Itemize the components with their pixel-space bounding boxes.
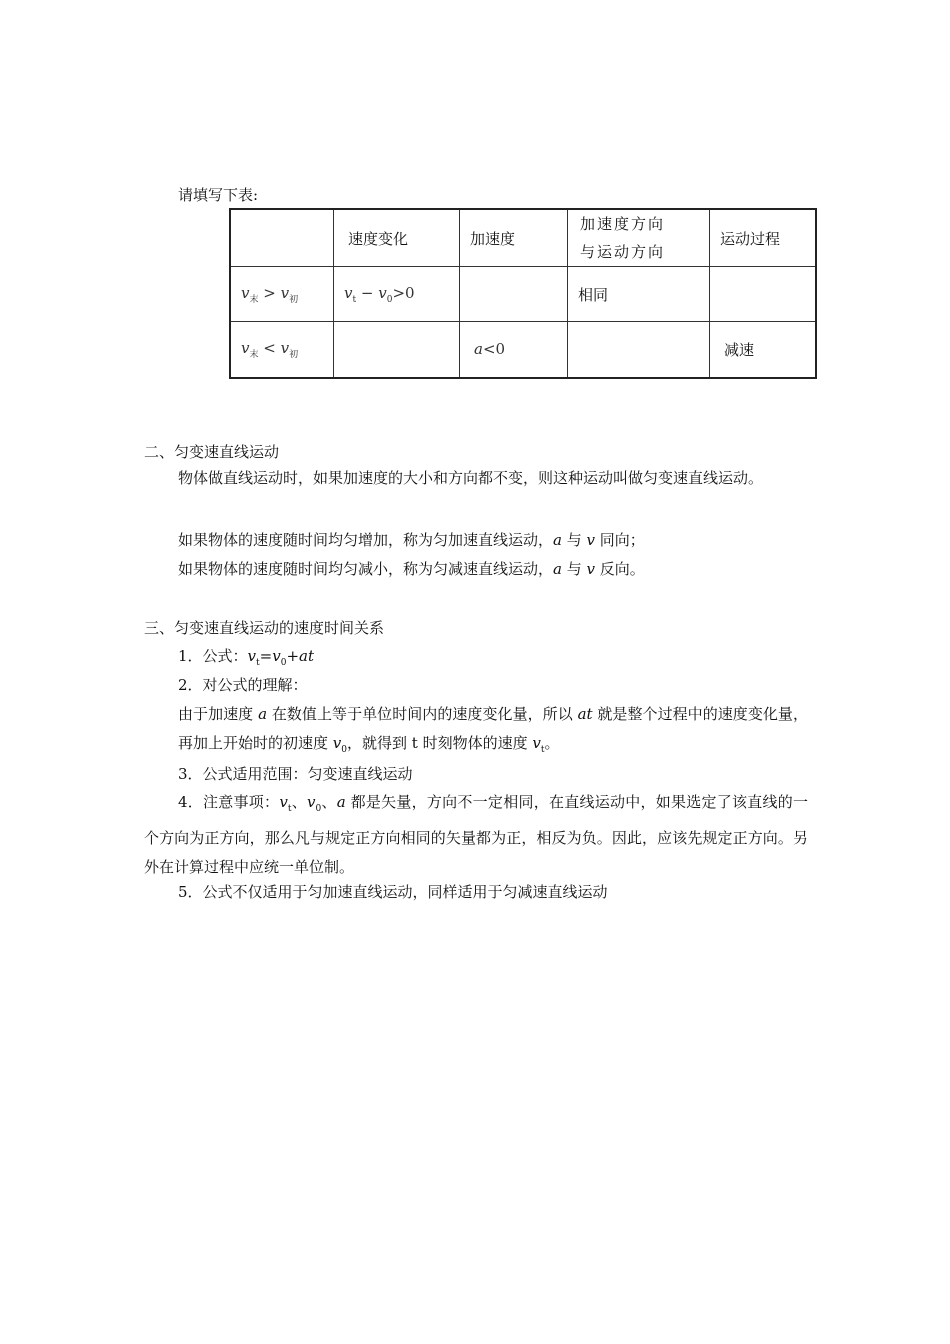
header-velocity-change: 速度变化 bbox=[334, 209, 460, 267]
understanding-item: 2．对公式的理解： bbox=[178, 676, 308, 694]
formula-item: 1．公式：$v_t=v_0+at$ bbox=[178, 647, 315, 668]
notes-item: 4．注意事项：$v_t$、$v_0$、a 都是矢量，方向不一定相同，在直线运动中，如果选定了该直线的一个方向为正方向，那么凡与规定正方向相同的矢量都为正，相反为负。因此，应该先规定正方向。另外在计算过程中应统一单位制。 bbox=[144, 793, 808, 876]
header-empty-cell bbox=[230, 209, 334, 267]
section2-title: 二、匀变速直线运动 bbox=[144, 443, 280, 461]
row1-condition: $v_末 > v_初$ bbox=[230, 267, 334, 322]
row2-direction[interactable] bbox=[568, 322, 710, 378]
table-header-row bbox=[230, 209, 816, 267]
header-direction-line2: 与运动方向 bbox=[580, 243, 666, 261]
header-direction bbox=[568, 209, 710, 267]
applicability-item: 5．公式不仅适用于匀加速直线运动，同样适用于匀减速直线运动 bbox=[178, 883, 608, 901]
motion-table bbox=[229, 208, 817, 379]
header-acceleration: 加速度 bbox=[460, 209, 568, 267]
fill-table-prompt: 请填写下表: bbox=[178, 186, 259, 204]
section2-accelerating: 如果物体的速度随时间均匀增加，称为匀加速直线运动，a 与 v 同向； bbox=[178, 531, 645, 549]
row1-acceleration[interactable] bbox=[460, 267, 568, 322]
row1-velocity-change: $v_t - v_0>0$ bbox=[334, 267, 460, 322]
table-row bbox=[230, 267, 816, 322]
table-row bbox=[230, 322, 816, 378]
row1-motion-process[interactable] bbox=[710, 267, 817, 322]
understanding-body: 由于加速度 a 在数值上等于单位时间内的速度变化量，所以 at 就是整个过程中的速度变化量，再加上开始时的初速度 $v_0$，就得到 t 时刻物体的速度 $v_t$。 bbox=[178, 705, 808, 755]
section3-title: 三、匀变速直线运动的速度时间关系 bbox=[144, 619, 385, 637]
row2-velocity-change[interactable] bbox=[334, 322, 460, 378]
row2-condition: $v_末 < v_初$ bbox=[230, 322, 334, 378]
section2-decelerating: 如果物体的速度随时间均匀减小，称为匀减速直线运动，a 与 v 反向。 bbox=[178, 560, 645, 578]
row2-motion-process: 减速 bbox=[710, 322, 817, 378]
header-direction-line1: 加速度方向 bbox=[580, 215, 666, 233]
row1-direction: 相同 bbox=[568, 267, 710, 322]
row2-acceleration: a<0 bbox=[460, 322, 568, 378]
header-motion-process: 运动过程 bbox=[710, 209, 817, 267]
section2-definition: 物体做直线运动时，如果加速度的大小和方向都不变，则这种运动叫做匀变速直线运动。 bbox=[178, 469, 764, 487]
scope-item: 3．公式适用范围：匀变速直线运动 bbox=[178, 765, 413, 783]
